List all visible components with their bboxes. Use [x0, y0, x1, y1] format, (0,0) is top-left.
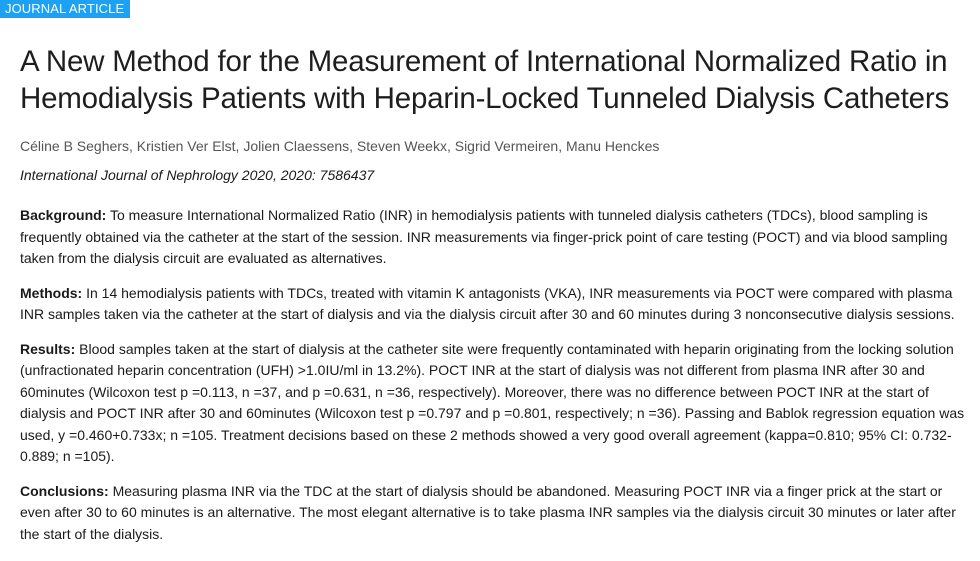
section-text-background: To measure International Normalized Ratio (INR) in hemodialysis patients with tunneled dialysis catheters (TDCs), blood sampling is frequently obtained via the catheter at the start of the session. INR measurements via finger-prick point of care testing (POCT) and via blood sampling taken from the dialysis circuit are evaluated as alternatives.	[20, 207, 948, 266]
section-label-methods: Methods:	[20, 284, 83, 301]
abstract-results	[20, 339, 965, 468]
section-text-conclusions: Measuring plasma INR via the TDC at the start of dialysis should be abandoned. Measuring POCT INR via a finger prick at the start or even after 30 to 60 minutes is an alternative. The most elegant alternative is to take plasma INR samples via the dialysis circuit 30 minutes or later after the start of the dialysis.	[20, 482, 956, 542]
section-text-results: Blood samples taken at the start of dialysis at the catheter site were frequently contaminated with heparin originating from the locking solution (unfractionated heparin concentration (UFH) >1.0IU/ml in 13.2%). POCT INR at the start of dialysis was not different from plasma INR after 30 and 60minutes (Wilcoxon test p =0.113, n =37, and p =0.631, n =36, respectively). Moreover, there was no difference between POCT INR at the start of dialysis and POCT INR after 30 and 60minutes (Wilcoxon test p =0.797 and p =0.801, respectively; n =36). Passing and Bablok regression equation was used, y =0.460+0.733x; n =105. Treatment decisions based on these 2 methods showed a very good overall agreement (kappa=0.810; 95% CI: 0.732-0.889; n =105).	[20, 340, 965, 464]
abstract-methods	[20, 283, 965, 326]
article-type-badge: JOURNAL ARTICLE	[0, 0, 130, 18]
section-text-methods: In 14 hemodialysis patients with TDCs, treated with vitamin K antagonists (VKA), INR measurements via POCT were compared with plasma INR samples taken via the catheter at the start of dialysis and via the dialysis circuit after 30 and 60 minutes during 3 nonconsecutive dialysis sessions.	[20, 284, 955, 322]
section-label-results: Results:	[20, 340, 76, 357]
abstract-background	[20, 205, 965, 270]
abstract	[20, 205, 965, 558]
section-label-conclusions: Conclusions:	[20, 482, 109, 499]
author-list: Céline B Seghers, Kristien Ver Elst, Jolien Claessens, Steven Weekx, Sigrid Vermeiren, Manu Henckes	[20, 138, 660, 154]
article-title: A New Method for the Measurement of International Normalized Ratio in Hemodialysis Patients with Heparin-Locked Tunneled Dialysis Catheters	[20, 45, 950, 115]
section-label-background: Background:	[20, 207, 107, 223]
journal-citation: International Journal of Nephrology 2020, 2020: 7586437	[20, 167, 375, 183]
abstract-conclusions	[20, 481, 965, 546]
